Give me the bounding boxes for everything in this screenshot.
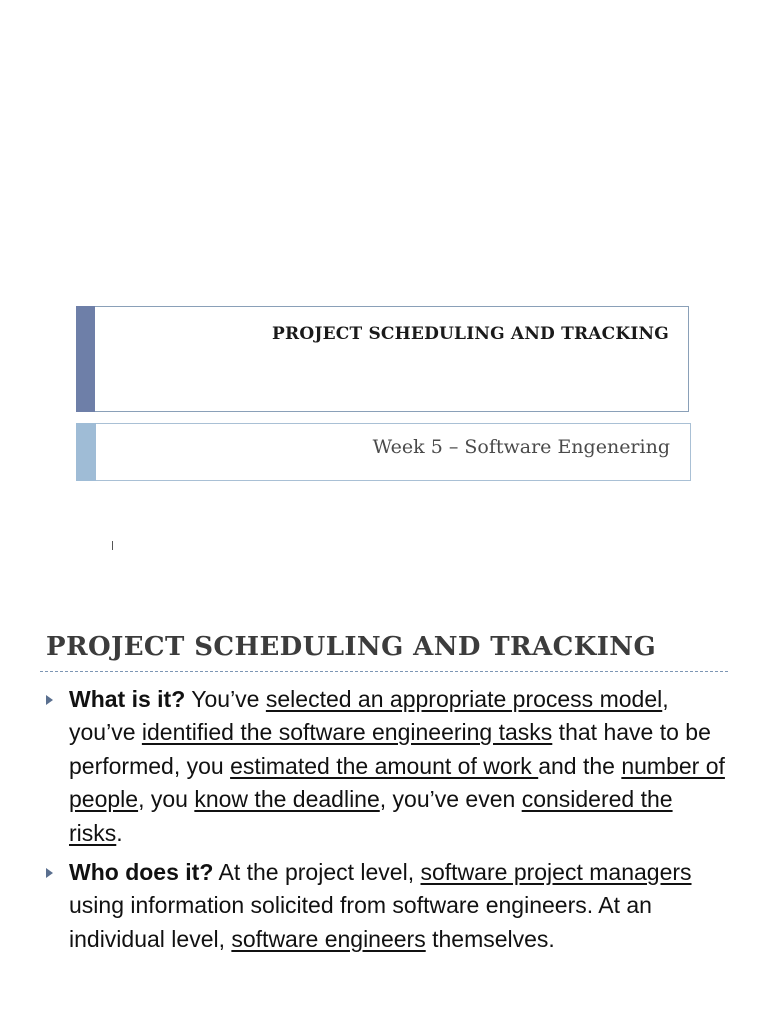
bullet-segment: You’ve xyxy=(185,686,266,712)
underlined-phrase: software engineers xyxy=(231,925,426,952)
underlined-phrase: identified the software engineering tasks xyxy=(141,719,553,746)
bullet-segment: themselves. xyxy=(425,925,555,952)
title-box xyxy=(76,306,689,412)
subtitle-box xyxy=(76,423,691,481)
bullet-lead: What is it? xyxy=(69,686,186,712)
slide-title: PROJECT SCHEDULING AND TRACKING xyxy=(272,324,669,344)
bullet-segment: that have to be performed, you xyxy=(69,719,711,779)
underlined-phrase: selected an appropriate process model xyxy=(265,686,663,712)
bullet-item xyxy=(46,856,726,956)
bullet-segment: , you’ve even xyxy=(379,786,522,813)
underlined-phrase: number of people xyxy=(69,752,725,813)
bullet-segment: using information solicited from software engineers. At an individual level, xyxy=(69,892,652,952)
underlined-phrase: know the deadline xyxy=(194,786,380,813)
bullet-segment: , you xyxy=(138,786,195,813)
content-slide-heading: PROJECT SCHEDULING AND TRACKING xyxy=(46,632,657,662)
bullet-item xyxy=(46,683,726,850)
underlined-phrase: software project managers xyxy=(420,859,692,885)
bullet-segment: , you’ve xyxy=(69,686,669,746)
bullet-arrow-icon xyxy=(46,695,53,705)
bullet-segment: and the xyxy=(538,752,622,779)
title-accent-bar xyxy=(76,306,95,412)
bullet-arrow-icon xyxy=(46,868,53,878)
bullet-text xyxy=(69,856,726,956)
underlined-phrase: considered the risks xyxy=(69,786,673,846)
tick-mark xyxy=(112,541,113,550)
heading-divider xyxy=(40,671,728,672)
bullet-lead: Who does it? xyxy=(69,859,214,885)
bullet-text xyxy=(69,683,726,850)
underlined-phrase: estimated the amount of work xyxy=(230,752,539,779)
subtitle-accent-bar xyxy=(76,423,96,481)
slide-subtitle: Week 5 – Software Engenering xyxy=(372,436,670,458)
bullet-segment: . xyxy=(116,819,123,846)
bullet-segment: At the project level, xyxy=(213,859,421,885)
